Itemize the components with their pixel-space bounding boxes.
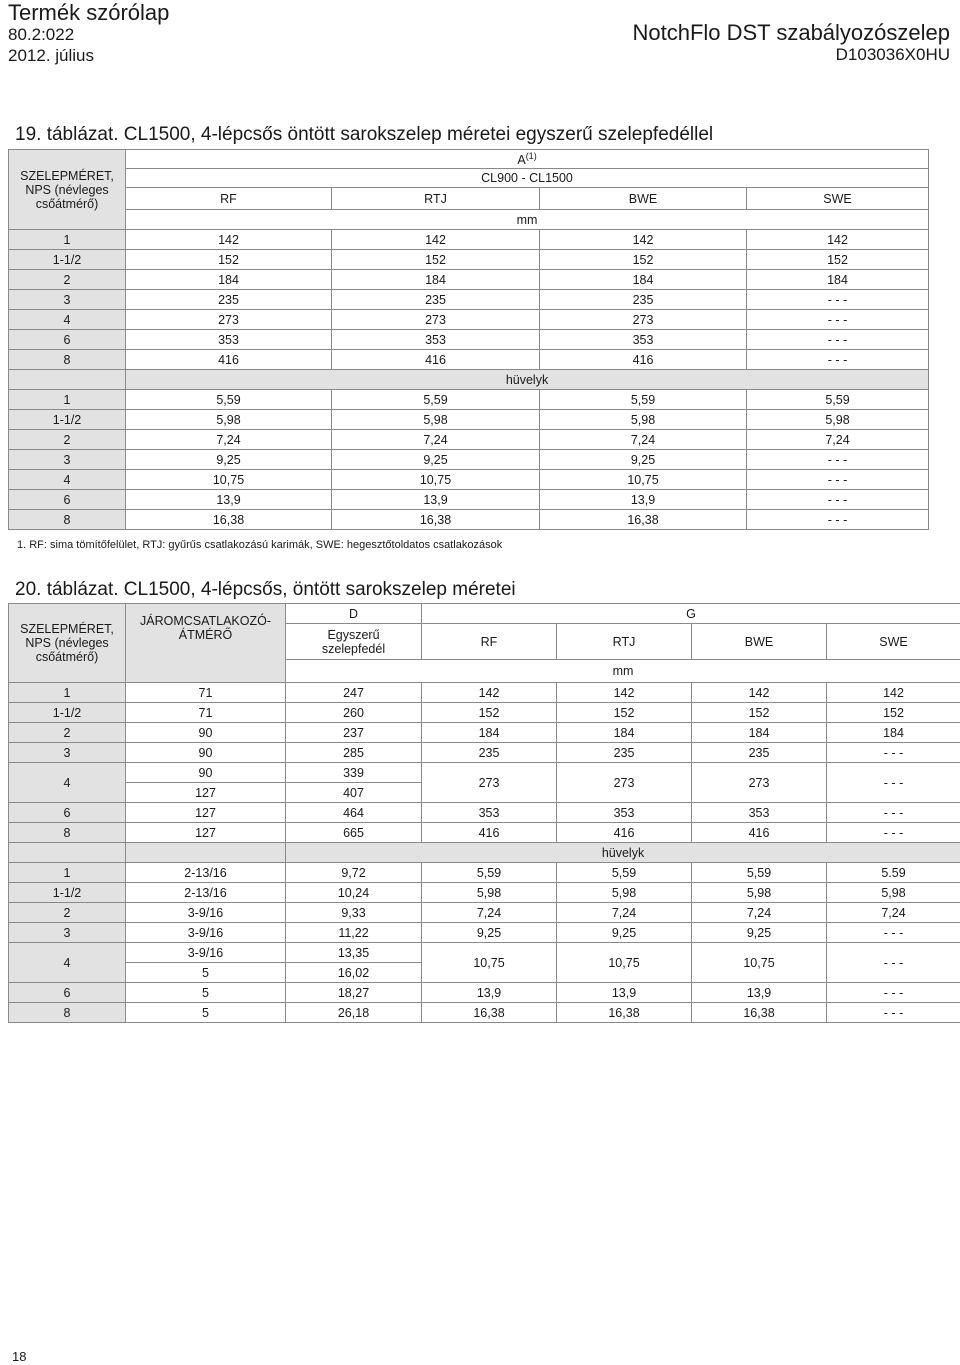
value-cell: 142: [692, 683, 827, 703]
value-cell: 7,24: [747, 430, 929, 450]
table-row: [9, 230, 929, 250]
table20-col-rtj: RTJ: [557, 624, 692, 660]
value-cell: 7,24: [557, 903, 692, 923]
yoke-cell: 5: [126, 963, 286, 983]
size-cell: 6: [9, 803, 126, 823]
value-cell: 142: [126, 230, 332, 250]
value-cell: 5,98: [827, 883, 960, 903]
value-cell: 10,75: [332, 470, 540, 490]
value-cell: 353: [557, 803, 692, 823]
value-cell: 353: [126, 330, 332, 350]
value-cell: - - -: [827, 1003, 960, 1023]
value-cell: 142: [540, 230, 747, 250]
value-cell: - - -: [747, 510, 929, 530]
value-cell: 10,75: [557, 943, 692, 983]
yoke-cell: 90: [126, 763, 286, 783]
value-cell: - - -: [747, 290, 929, 310]
value-cell: 13,9: [422, 983, 557, 1003]
value-cell: 235: [422, 743, 557, 763]
size-cell: 8: [9, 350, 126, 370]
table20-col-rf: RF: [422, 624, 557, 660]
table-row: [9, 683, 960, 703]
document-header-left: [8, 2, 169, 66]
value-cell: - - -: [747, 350, 929, 370]
value-cell: 152: [332, 250, 540, 270]
page-number: 18: [12, 1349, 27, 1364]
value-cell: 7,24: [126, 430, 332, 450]
table-row: [9, 430, 929, 450]
yoke-cell: 90: [126, 723, 286, 743]
value-cell: 5.59: [827, 863, 960, 883]
document-date: 2012. július: [8, 46, 95, 65]
size-cell: 3: [9, 743, 126, 763]
size-cell: 1: [9, 863, 126, 883]
table19-mm-rows: [9, 230, 929, 370]
d-cell: 260: [286, 703, 422, 723]
table20-d-label: D: [286, 604, 422, 624]
document-header-right: [632, 22, 950, 65]
yoke-cell: 3-9/16: [126, 923, 286, 943]
value-cell: 273: [332, 310, 540, 330]
value-cell: 152: [692, 703, 827, 723]
table19-caption: 19. táblázat. CL1500, 4-lépcsős öntött sarokszelep méretei egyszerű szelepfedéllel: [15, 124, 714, 145]
d-cell: 13,35: [286, 943, 422, 963]
value-cell: - - -: [827, 743, 960, 763]
d-cell: 407: [286, 783, 422, 803]
size-cell: 8: [9, 510, 126, 530]
value-cell: 16,38: [332, 510, 540, 530]
d-cell: 10,24: [286, 883, 422, 903]
size-cell: 3: [9, 923, 126, 943]
d-cell: 9,72: [286, 863, 422, 883]
value-cell: - - -: [827, 823, 960, 843]
table-row: [9, 350, 929, 370]
value-cell: 142: [747, 230, 929, 250]
value-cell: 152: [126, 250, 332, 270]
value-cell: 5,59: [422, 863, 557, 883]
yoke-cell: 90: [126, 743, 286, 763]
d-cell: 339: [286, 763, 422, 783]
value-cell: - - -: [827, 943, 960, 983]
yoke-cell: 127: [126, 823, 286, 843]
table20-unit-mm: mm: [286, 660, 960, 683]
table20-col-swe: SWE: [827, 624, 960, 660]
value-cell: 152: [540, 250, 747, 270]
value-cell: 152: [827, 703, 960, 723]
value-cell: 416: [332, 350, 540, 370]
value-cell: 13,9: [126, 490, 332, 510]
value-cell: 16,38: [557, 1003, 692, 1023]
size-cell: 2: [9, 903, 126, 923]
d-cell: 464: [286, 803, 422, 823]
value-cell: 5,98: [126, 410, 332, 430]
table-row: [9, 903, 960, 923]
value-cell: 5,98: [422, 883, 557, 903]
size-cell: 1-1/2: [9, 250, 126, 270]
value-cell: 9,25: [540, 450, 747, 470]
table-row: [9, 330, 929, 350]
value-cell: - - -: [747, 450, 929, 470]
table19-size-header: SZELEPMÉRET, NPS (névleges csőátmérő): [9, 150, 126, 230]
yoke-cell: 5: [126, 983, 286, 1003]
value-cell: 5,59: [540, 390, 747, 410]
table-row: [9, 983, 960, 1003]
d-cell: 16,02: [286, 963, 422, 983]
table19-col-swe: SWE: [747, 188, 929, 210]
table19-col-bwe: BWE: [540, 188, 747, 210]
yoke-cell: 71: [126, 683, 286, 703]
value-cell: - - -: [827, 923, 960, 943]
value-cell: - - -: [747, 490, 929, 510]
table20-unit-inch: hüvelyk: [286, 843, 960, 863]
value-cell: 273: [422, 763, 557, 803]
value-cell: 13,9: [557, 983, 692, 1003]
table-row: [9, 1003, 960, 1023]
table19-col-rtj: RTJ: [332, 188, 540, 210]
size-cell: 1-1/2: [9, 703, 126, 723]
value-cell: 273: [557, 763, 692, 803]
value-cell: 5,59: [692, 863, 827, 883]
table19-col-rf: RF: [126, 188, 332, 210]
size-cell: 4: [9, 470, 126, 490]
value-cell: - - -: [827, 983, 960, 1003]
value-cell: - - -: [747, 330, 929, 350]
value-cell: 16,38: [540, 510, 747, 530]
table-row: [9, 923, 960, 943]
size-cell: 8: [9, 823, 126, 843]
size-cell: 3: [9, 450, 126, 470]
value-cell: 16,38: [692, 1003, 827, 1023]
table-row: [9, 450, 929, 470]
d-cell: 18,27: [286, 983, 422, 1003]
table-row: [9, 290, 929, 310]
value-cell: 235: [540, 290, 747, 310]
value-cell: 184: [747, 270, 929, 290]
value-cell: 142: [422, 683, 557, 703]
yoke-cell: 3-9/16: [126, 943, 286, 963]
value-cell: 142: [827, 683, 960, 703]
value-cell: 7,24: [540, 430, 747, 450]
table20-col-bwe: BWE: [692, 624, 827, 660]
d-cell: 247: [286, 683, 422, 703]
value-cell: 184: [126, 270, 332, 290]
table-row: [9, 490, 929, 510]
table-row: [9, 250, 929, 270]
value-cell: 416: [540, 350, 747, 370]
value-cell: 5,98: [692, 883, 827, 903]
yoke-cell: 5: [126, 1003, 286, 1023]
table19: [8, 149, 929, 530]
value-cell: 5,59: [126, 390, 332, 410]
size-cell: 8: [9, 1003, 126, 1023]
value-cell: 16,38: [126, 510, 332, 530]
value-cell: - - -: [827, 803, 960, 823]
table-row: [9, 310, 929, 330]
table19-dimension-label: $A^{(1)}$: [126, 150, 929, 169]
size-cell: 4: [9, 943, 126, 983]
size-cell: 2: [9, 270, 126, 290]
value-cell: 5,59: [557, 863, 692, 883]
value-cell: 416: [422, 823, 557, 843]
value-cell: 142: [332, 230, 540, 250]
value-cell: 152: [557, 703, 692, 723]
table20-g-label: G: [422, 604, 960, 624]
value-cell: 152: [747, 250, 929, 270]
table-row: [9, 743, 960, 763]
value-cell: 416: [126, 350, 332, 370]
value-cell: 9,25: [557, 923, 692, 943]
value-cell: 273: [126, 310, 332, 330]
size-cell: 2: [9, 430, 126, 450]
value-cell: 152: [422, 703, 557, 723]
value-cell: - - -: [747, 470, 929, 490]
table20-inch-rows: [9, 863, 960, 1023]
yoke-cell: 127: [126, 783, 286, 803]
table-row: [9, 470, 929, 490]
value-cell: 7,24: [422, 903, 557, 923]
value-cell: 353: [540, 330, 747, 350]
value-cell: 7,24: [827, 903, 960, 923]
value-cell: 235: [332, 290, 540, 310]
table-row: [9, 390, 929, 410]
size-cell: 1: [9, 683, 126, 703]
table-row: [9, 863, 960, 883]
d-cell: 11,22: [286, 923, 422, 943]
size-cell: 6: [9, 330, 126, 350]
value-cell: 9,25: [126, 450, 332, 470]
yoke-cell: 127: [126, 803, 286, 823]
table20-yoke-header: JÁROMCSATLAKOZÓ- ÁTMÉRŐ: [126, 604, 286, 683]
value-cell: 184: [540, 270, 747, 290]
table-row: [9, 410, 929, 430]
d-cell: 26,18: [286, 1003, 422, 1023]
size-cell: 4: [9, 763, 126, 803]
value-cell: 184: [422, 723, 557, 743]
d-cell: 665: [286, 823, 422, 843]
size-cell: 6: [9, 983, 126, 1003]
table-row: [9, 803, 960, 823]
value-cell: 9,25: [422, 923, 557, 943]
size-cell: 1: [9, 230, 126, 250]
value-cell: 5,59: [747, 390, 929, 410]
table-row: [9, 510, 929, 530]
table20-mm-rows: [9, 683, 960, 843]
size-cell: 2: [9, 723, 126, 743]
table-row: [9, 270, 929, 290]
value-cell: 9,25: [332, 450, 540, 470]
table19-inch-rows: [9, 390, 929, 530]
document-type: Termék szórólap: [8, 0, 170, 25]
table19-unit-inch: hüvelyk: [126, 370, 929, 390]
table19-footnote: 1. RF: sima tömítőfelület, RTJ: gyűrűs csatlakozású karimák, SWE: hegesztőtoldatos csatlakozások: [17, 539, 503, 551]
value-cell: 273: [692, 763, 827, 803]
value-cell: 10,75: [540, 470, 747, 490]
table-row: [9, 723, 960, 743]
value-cell: 5,98: [557, 883, 692, 903]
value-cell: 9,25: [692, 923, 827, 943]
yoke-cell: 2-13/16: [126, 863, 286, 883]
value-cell: 184: [692, 723, 827, 743]
document-code: 80.2:022: [8, 25, 75, 44]
yoke-cell: 2-13/16: [126, 883, 286, 903]
size-cell: 4: [9, 310, 126, 330]
value-cell: - - -: [827, 763, 960, 803]
table-row: [9, 883, 960, 903]
value-cell: 16,38: [422, 1003, 557, 1023]
value-cell: 353: [332, 330, 540, 350]
value-cell: 13,9: [332, 490, 540, 510]
size-cell: 1-1/2: [9, 883, 126, 903]
value-cell: 5,59: [332, 390, 540, 410]
size-cell: 6: [9, 490, 126, 510]
table20: [8, 603, 960, 1023]
value-cell: 184: [827, 723, 960, 743]
yoke-cell: 71: [126, 703, 286, 723]
document-id: D103036X0HU: [835, 45, 950, 64]
value-cell: 13,9: [540, 490, 747, 510]
value-cell: 5,98: [540, 410, 747, 430]
table19-class-label: CL900 - CL1500: [126, 169, 929, 188]
table20-caption: 20. táblázat. CL1500, 4-lépcsős, öntött sarokszelep méretei: [15, 579, 516, 600]
value-cell: 10,75: [422, 943, 557, 983]
value-cell: 353: [422, 803, 557, 823]
value-cell: 7,24: [692, 903, 827, 923]
table-row: [9, 763, 960, 783]
d-cell: 9,33: [286, 903, 422, 923]
value-cell: 13,9: [692, 983, 827, 1003]
table-row: [9, 703, 960, 723]
value-cell: 184: [332, 270, 540, 290]
value-cell: 353: [692, 803, 827, 823]
value-cell: 7,24: [332, 430, 540, 450]
d-cell: 285: [286, 743, 422, 763]
value-cell: 273: [540, 310, 747, 330]
value-cell: - - -: [747, 310, 929, 330]
value-cell: 142: [557, 683, 692, 703]
size-cell: 1-1/2: [9, 410, 126, 430]
value-cell: 416: [692, 823, 827, 843]
table-row: [9, 943, 960, 963]
table20-size-header: SZELEPMÉRET, NPS (névleges csőátmérő): [9, 604, 126, 683]
value-cell: 235: [557, 743, 692, 763]
value-cell: 5,98: [332, 410, 540, 430]
table20-d-sub: Egyszerű szelepfedél: [286, 624, 422, 660]
value-cell: 235: [126, 290, 332, 310]
d-cell: 237: [286, 723, 422, 743]
value-cell: 10,75: [692, 943, 827, 983]
product-title: NotchFlo DST szabályozószelep: [632, 20, 950, 45]
size-cell: 3: [9, 290, 126, 310]
value-cell: 416: [557, 823, 692, 843]
size-cell: 1: [9, 390, 126, 410]
value-cell: 5,98: [747, 410, 929, 430]
table19-unit-mm: mm: [126, 210, 929, 230]
value-cell: 10,75: [126, 470, 332, 490]
yoke-cell: 3-9/16: [126, 903, 286, 923]
value-cell: 184: [557, 723, 692, 743]
table-row: [9, 823, 960, 843]
value-cell: 235: [692, 743, 827, 763]
